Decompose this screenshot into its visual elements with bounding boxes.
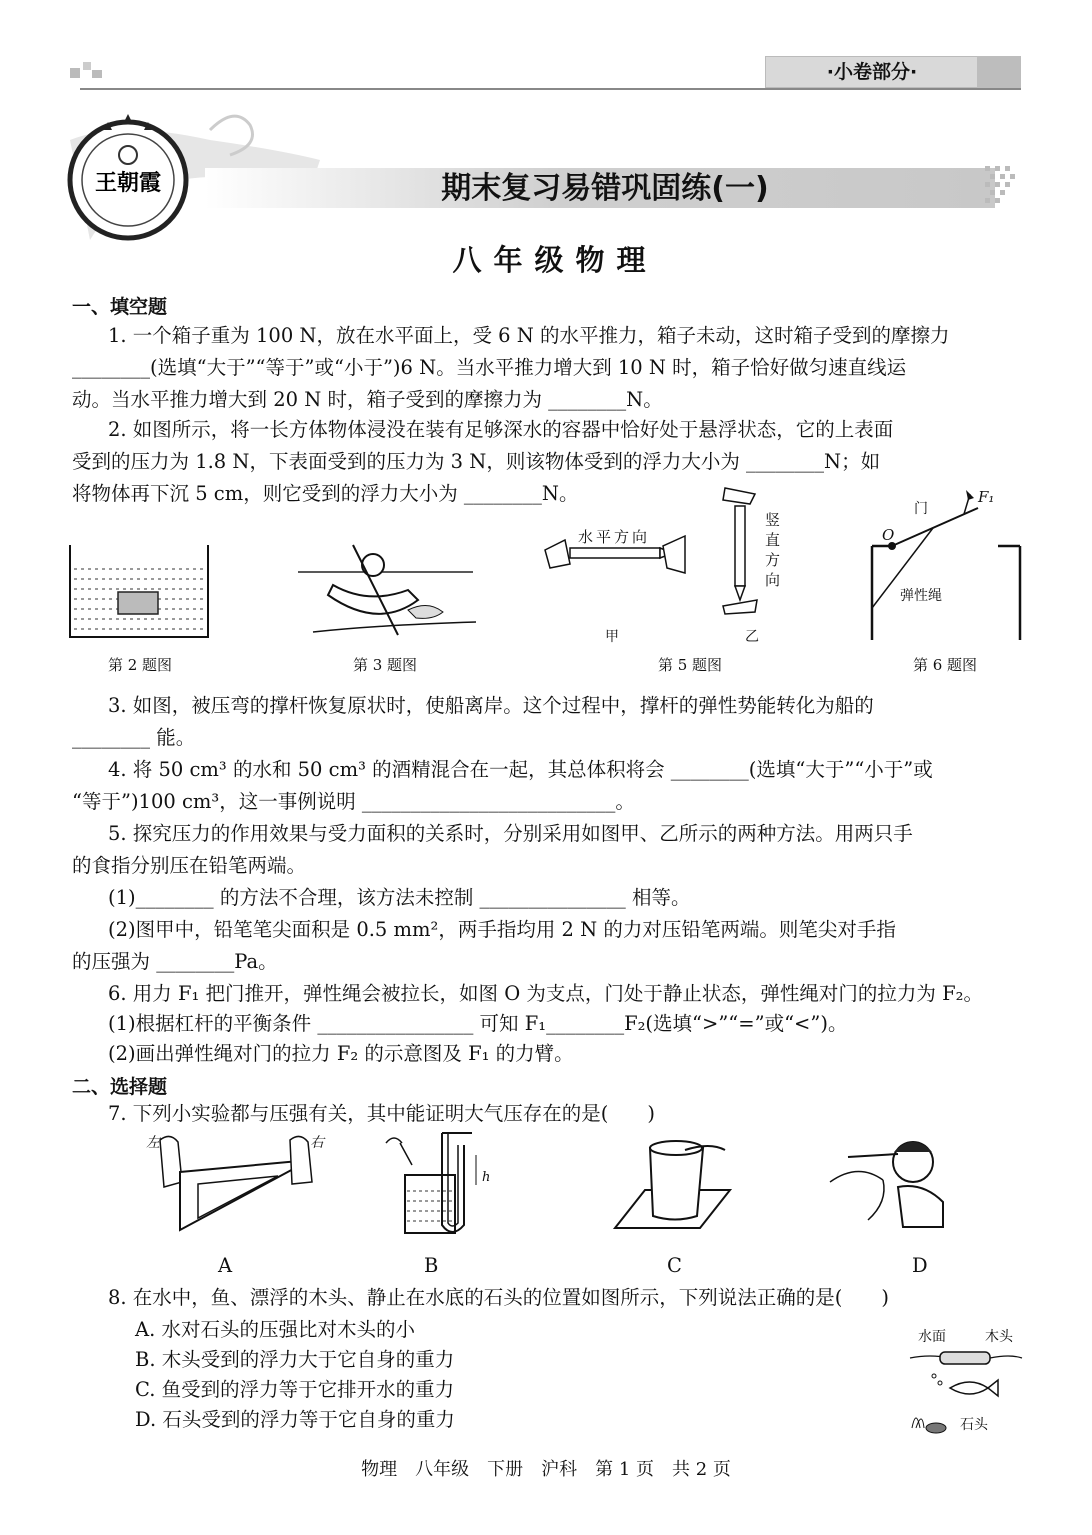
q7-left-label: 左: [146, 1135, 160, 1151]
page-footer: 物理 八年级 下册 沪科 第 1 页 共 2 页: [361, 1459, 731, 1480]
q2-line: 受到的压力为 1.8 N，下表面受到的压力为 3 N，则该物体受到的浮力大小为 ________N；如: [72, 450, 881, 473]
q8-option: C. 鱼受到的浮力等于它排开水的重力: [135, 1378, 455, 1401]
q6-line: (1)根据杠杆的平衡条件 ________________ 可知 F₁________F₂(选填“>”“=”或“<”)。: [108, 1012, 848, 1035]
deco-square: [70, 68, 80, 78]
fig5-label-yi: 乙: [745, 629, 759, 645]
q7-option: A: [218, 1254, 233, 1277]
q1-line: ________(选填“大于”“等于”或“小于”)6 N。当水平推力增大到 10 N 时，箱子恰好做匀速直线运: [72, 356, 907, 379]
fig6-caption: 第 6 题图: [912, 656, 978, 674]
q3-line: 3. 如图，被压弯的撑杆恢复原状时，使船离岸。这个过程中，撑杆的弹性势能转化为船的: [108, 694, 874, 717]
q5-line: 5. 探究压力的作用效果与受力面积的关系时，分别采用如图甲、乙所示的两种方法。用两只手: [108, 822, 913, 845]
section-tag: ·小卷部分·: [765, 56, 979, 88]
fig2-caption: 第 2 题图: [107, 656, 173, 674]
page-subtitle: 八年级物理: [452, 243, 658, 277]
fig6-door-label: 门: [914, 501, 928, 517]
q8-option: D. 石头受到的浮力等于它自身的重力: [135, 1408, 455, 1431]
section-tag-edge: [977, 56, 1021, 88]
q7-h-label: h: [482, 1170, 491, 1185]
q7-option: D: [912, 1254, 928, 1277]
q7-option: C: [667, 1254, 682, 1277]
q7-figD-boy: [828, 1132, 958, 1242]
q5-line: 的压强为 ________Pa。: [72, 950, 278, 973]
q4-line: “等于”)100 cm³，这一事例说明 __________________________。: [72, 790, 635, 813]
q3-line: ________ 能。: [72, 726, 196, 749]
q8-option: B. 木头受到的浮力大于它自身的重力: [135, 1348, 455, 1371]
fig5-horizontal-label: 水平方向: [578, 528, 651, 546]
fig2-container: [70, 545, 210, 640]
q6-line: (2)画出弹性绳对门的拉力 F₂ 的示意图及 F₁ 的力臂。: [108, 1042, 574, 1065]
q7-right-label: 右: [310, 1135, 324, 1151]
fig6-rope-label: 弹性绳: [900, 588, 942, 604]
q1-line: 1. 一个箱子重为 100 N，放在水平面上，受 6 N 的水平推力，箱子未动，这时箱子受到的摩擦力: [108, 324, 950, 347]
page-title: 期末复习易错巩固练(一): [441, 171, 769, 206]
q5-line: 的食指分别压在铅笔两端。: [72, 854, 307, 877]
logo-text: 王朝霞: [94, 170, 162, 196]
submerged-block: [118, 592, 158, 614]
fig5-vertical-label: 竖直方向: [765, 511, 781, 589]
fig3-caption: 第 3 题图: [352, 656, 418, 674]
q8-stem: 8. 在水中，鱼、漂浮的木头、静止在水底的石头的位置如图所示，下列说法正确的是( ): [108, 1286, 890, 1309]
deco-square: [92, 70, 102, 78]
q7-option: B: [424, 1254, 439, 1277]
fig6-door: [868, 488, 1028, 643]
section-choice-heading: 二、选择题: [72, 1076, 168, 1098]
deco-square: [83, 62, 91, 70]
q5-line: (2)图甲中，铅笔笔尖面积是 0.5 mm²，两手指均用 2 N 的力对压铅笔两端。则笔尖对手指: [108, 918, 896, 941]
q1-line: 动。当水平推力增大到 20 N 时，箱子受到的摩擦力为 ________N。: [72, 388, 663, 411]
q8-stone-label: 石头: [960, 1417, 988, 1433]
q8-water-label: 水面: [918, 1329, 946, 1345]
fig5-caption: 第 5 题图: [657, 656, 723, 674]
fig6-f1-label: F₁: [978, 488, 995, 506]
section-fill-heading: 一、填空题: [72, 296, 168, 318]
fig5-pencils: [545, 488, 795, 638]
q2-line: 将物体再下沉 5 cm，则它受到的浮力大小为 ________N。: [72, 482, 579, 505]
q6-line: 6. 用力 F₁ 把门推开，弹性绳会被拉长，如图 O 为支点，门处于静止状态，弹性绳对门的拉力为 F₂。: [108, 982, 983, 1005]
fig5-label-jia: 甲: [605, 629, 619, 645]
q5-line: (1)________ 的方法不合理，该方法未控制 _______________ 相等。: [108, 886, 691, 909]
q7-figA-triangle: [150, 1132, 320, 1242]
q8-option: A. 水对石头的压强比对木头的小: [135, 1318, 415, 1341]
q7-figC-cup: [605, 1128, 735, 1238]
title-dots: [985, 166, 1025, 210]
fig6-pivot-label: O: [882, 526, 895, 544]
q7-stem: 7. 下列小实验都与压强有关，其中能证明大气压存在的是( ): [108, 1102, 656, 1125]
q8-wood-label: 木头: [985, 1329, 1013, 1345]
q4-line: 4. 将 50 cm³ 的水和 50 cm³ 的酒精混合在一起，其总体积将会 ________(选填“大于”“小于”或: [108, 758, 933, 781]
q2-line: 2. 如图所示，将一长方体物体浸没在装有足够深水的容器中恰好处于悬浮状态，它的上表面: [108, 418, 894, 441]
fig3-boat: [298, 540, 478, 640]
header-rule: [80, 88, 1021, 90]
